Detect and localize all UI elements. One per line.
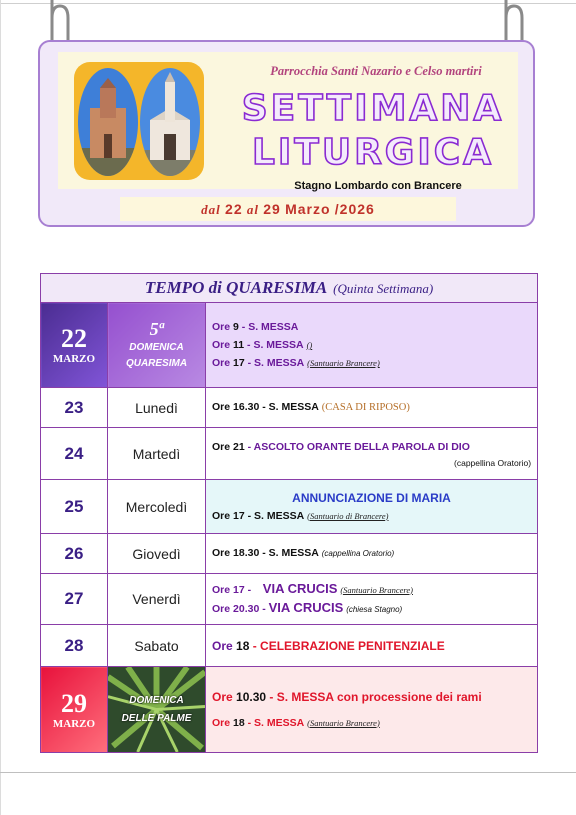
event-time: 10.30 bbox=[236, 689, 267, 704]
event-time: Ore 20.30 - bbox=[212, 602, 269, 615]
season-cell bbox=[41, 274, 538, 303]
event-location: (Santuario Brancere) bbox=[307, 717, 380, 728]
event-text: - S. MESSA bbox=[238, 321, 299, 333]
event-pre: Ore bbox=[212, 339, 234, 351]
event-line bbox=[212, 507, 531, 525]
event-line bbox=[212, 336, 531, 354]
event-line bbox=[212, 354, 531, 372]
event-location: (Santuario Brancere) bbox=[307, 358, 380, 368]
page-bottom-line bbox=[0, 772, 576, 773]
day-number: 24 bbox=[41, 428, 108, 480]
feast-title: ANNUNCIAZIONE DI MARIA bbox=[292, 490, 451, 505]
events-cell bbox=[206, 625, 538, 667]
table-row bbox=[41, 574, 538, 625]
season-row bbox=[41, 274, 538, 303]
table-row bbox=[41, 428, 538, 480]
event-line bbox=[212, 599, 531, 619]
event-line bbox=[212, 318, 531, 336]
event-time: 9 bbox=[233, 321, 239, 333]
event-pre: Ore bbox=[212, 689, 237, 704]
season-title: TEMPO di QUARESIMA bbox=[144, 278, 328, 297]
event-location: (Santuario Brancere) bbox=[340, 584, 413, 595]
event-line bbox=[212, 710, 531, 736]
day-name: Mercoledì bbox=[108, 480, 206, 534]
dates-al: al bbox=[246, 202, 259, 217]
event-time: 18 bbox=[236, 638, 250, 653]
event-text: - S. MESSA bbox=[244, 357, 305, 369]
event-line bbox=[212, 398, 531, 417]
day-number: 23 bbox=[41, 388, 108, 428]
title-liturgica: LITURGICA bbox=[251, 132, 495, 173]
day-number: 27 bbox=[41, 574, 108, 625]
day-name: Lunedì bbox=[108, 388, 206, 428]
event-location: (cappellina Oratorio) bbox=[321, 549, 395, 558]
event-location: () bbox=[306, 340, 313, 350]
parish-name: Parrocchia Santi Nazario e Celso martiri bbox=[270, 64, 482, 78]
events-cell bbox=[206, 534, 538, 574]
day-name: Giovedì bbox=[108, 534, 206, 574]
day-name: Sabato bbox=[108, 625, 206, 667]
event-line bbox=[212, 544, 531, 563]
dates-from: 22 bbox=[225, 201, 243, 217]
day-number: 26 bbox=[41, 534, 108, 574]
dates-month: Marzo bbox=[285, 201, 331, 217]
event-text: - S. MESSA con processione dei rami bbox=[266, 689, 482, 704]
header-inner bbox=[58, 52, 518, 192]
sunday-label-2: DELLE PALME bbox=[121, 712, 192, 724]
events-cell bbox=[206, 574, 538, 625]
event-location: (chiesa Stagno) bbox=[346, 604, 403, 614]
events-cell bbox=[206, 667, 538, 753]
event-location: (CASA DI RIPOSO) bbox=[321, 402, 410, 413]
table-row bbox=[41, 667, 538, 753]
page-edge-left bbox=[0, 0, 1, 815]
day-name: Venerdì bbox=[108, 574, 206, 625]
event-text: - S. MESSA bbox=[244, 509, 305, 522]
church-photo-icon bbox=[78, 68, 138, 176]
event-pre: Ore bbox=[212, 357, 234, 369]
event-time: 18 bbox=[233, 716, 245, 729]
events-cell bbox=[206, 480, 538, 534]
event-line bbox=[212, 438, 531, 456]
church-photos bbox=[74, 62, 204, 180]
date-range bbox=[120, 197, 456, 221]
table-row bbox=[41, 303, 538, 388]
sunday-number: 5ª bbox=[149, 318, 164, 339]
day-name: Martedì bbox=[108, 428, 206, 480]
sunday-label-1: DOMENICA bbox=[129, 341, 184, 353]
month-label: MARZO bbox=[52, 717, 96, 730]
events-cell bbox=[206, 428, 538, 480]
event-line bbox=[212, 637, 531, 655]
header-box bbox=[38, 40, 535, 227]
event-line bbox=[212, 580, 531, 599]
table-row bbox=[41, 388, 538, 428]
table-row bbox=[41, 480, 538, 534]
table-row bbox=[41, 534, 538, 574]
month-label: MARZO bbox=[52, 353, 96, 365]
event-text: VIA CRUCIS bbox=[268, 599, 344, 615]
event-text: - ASCOLTO ORANTE DELLA PAROLA DI DIO bbox=[244, 440, 470, 453]
day-number: 22 bbox=[61, 324, 87, 353]
event-location: (cappellina Oratorio) bbox=[454, 457, 532, 468]
event-time: 17 bbox=[233, 357, 245, 369]
event-text: - S. MESSA bbox=[244, 716, 305, 729]
subtitle: Stagno Lombardo con Brancere bbox=[294, 180, 462, 192]
page-edge-top bbox=[0, 0, 576, 4]
dates-dal: dal bbox=[201, 202, 221, 217]
day-number-cell bbox=[41, 303, 108, 388]
events-cell bbox=[206, 388, 538, 428]
title-settimana: SETTIMANA bbox=[241, 88, 505, 129]
event-time: Ore 21 bbox=[212, 440, 245, 453]
day-name-cell bbox=[108, 667, 206, 753]
event-pre: Ore bbox=[212, 716, 234, 729]
day-name-cell bbox=[108, 303, 206, 388]
event-pre: Ore bbox=[212, 321, 234, 333]
sunday-label-2: QUARESIMA bbox=[125, 357, 188, 369]
day-number: 28 bbox=[41, 625, 108, 667]
event-text: - CELEBRAZIONE PENITENZIALE bbox=[249, 638, 445, 653]
season-subtitle: (Quinta Settimana) bbox=[333, 281, 434, 296]
dates-to: 29 bbox=[263, 201, 281, 217]
events-cell bbox=[206, 303, 538, 388]
event-time: Ore 17 - bbox=[212, 583, 252, 596]
day-number-cell bbox=[41, 667, 108, 753]
event-time: Ore 17 bbox=[212, 509, 245, 522]
event-text: - S. MESSA bbox=[259, 401, 319, 413]
table-row bbox=[41, 625, 538, 667]
event-time: 11 bbox=[233, 339, 245, 351]
day-number: 29 bbox=[61, 688, 87, 718]
event-location: (Santuario di Brancere) bbox=[307, 510, 389, 521]
schedule-table bbox=[40, 273, 538, 753]
event-time: Ore 18.30 bbox=[212, 547, 260, 559]
day-number: 25 bbox=[41, 480, 108, 534]
event-line bbox=[212, 684, 531, 710]
sunday-label-1: DOMENICA bbox=[129, 694, 184, 706]
dates-year: /2026 bbox=[334, 201, 375, 217]
event-text: - S. MESSA bbox=[259, 547, 319, 559]
event-pre: Ore bbox=[212, 638, 237, 653]
event-text: VIA CRUCIS bbox=[262, 580, 338, 596]
event-text: - S. MESSA bbox=[244, 339, 304, 351]
church-photo-icon bbox=[140, 68, 200, 176]
event-time: Ore 16.30 bbox=[212, 401, 260, 413]
